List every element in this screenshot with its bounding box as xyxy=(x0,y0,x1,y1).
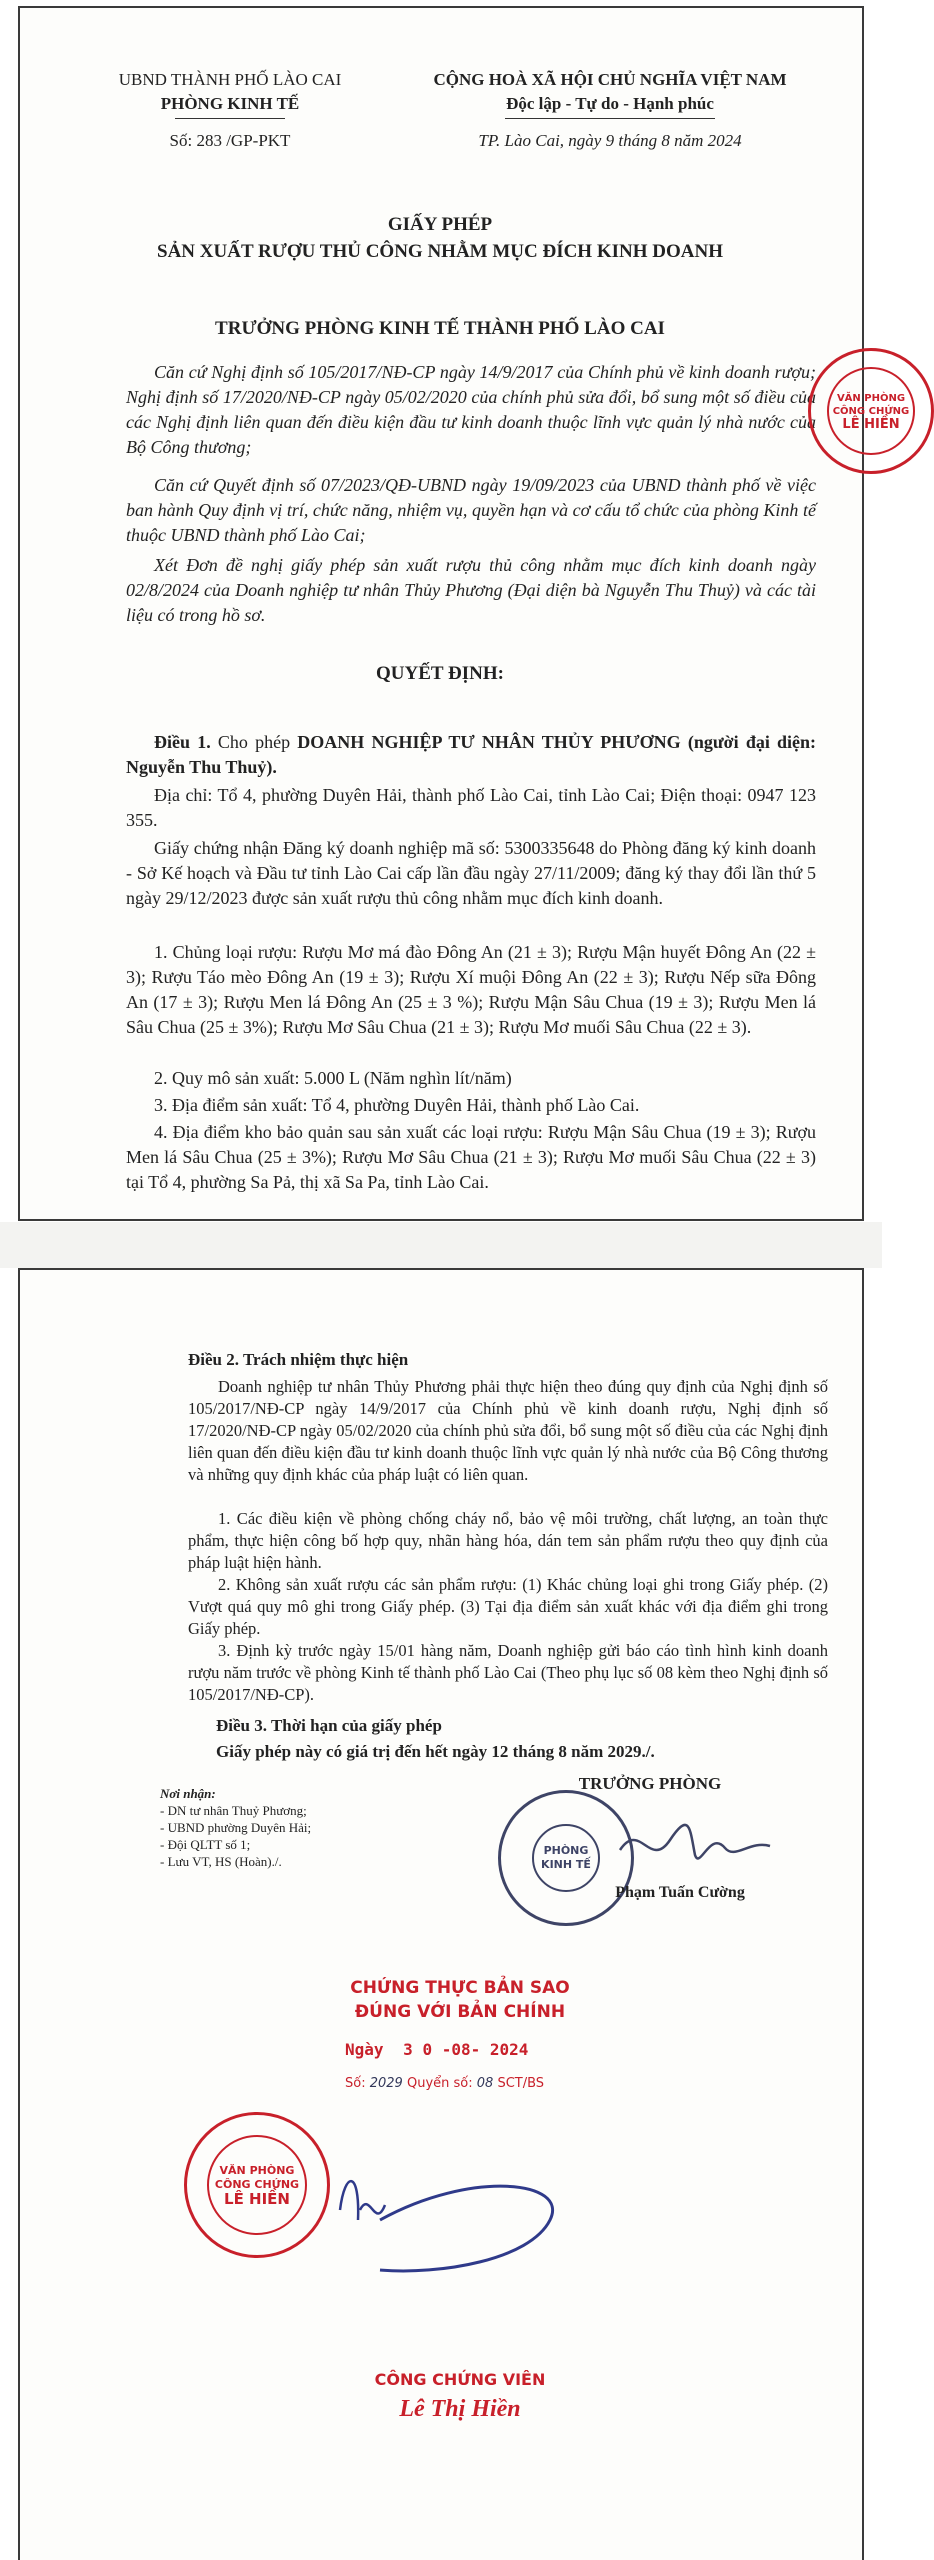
seal-center-line: LÊ HIỀN xyxy=(224,2190,290,2208)
certification-date-label: Ngày xyxy=(345,2040,384,2059)
seal-center-line: CÔNG CHỨNG xyxy=(214,2178,300,2191)
notary-signature xyxy=(320,2150,620,2300)
page-gap xyxy=(0,1222,882,1268)
article-2-general: Doanh nghiệp tư nhân Thủy Phương phải thực hiện theo đúng quy định của Nghị định số 105/2017/NĐ-CP ngày 14/9/2017 của Chính phủ về kinh doanh rượu, Nghị định số 17/2020/NĐ-CP ngày 05/02/2020 của chính phủ sửa đổi, bổ sung một số điều của các Nghị định liên quan đến điều kiện đầu tư kinh doanh thuộc lĩnh vực quản lý nhà nước của Bộ Công thương và những quy định khác của pháp luật có liên quan. xyxy=(188,1377,828,1484)
permit-validity: Giấy phép này có giá trị đến hết ngày 12 tháng 8 năm 2029./. xyxy=(216,1742,655,1761)
company-name: DOANH NGHIỆP TƯ NHÂN THỦY PHƯƠNG xyxy=(297,732,681,752)
permit-item-scale: 2. Quy mô sản xuất: 5.000 L (Năm nghìn lít/năm) xyxy=(154,1068,512,1088)
permit-item-liquor-types: 1. Chủng loại rượu: Rượu Mơ má đào Đông An (21 ± 3); Rượu Mận huyết Đông An (22 ± 3); Rượu Táo mèo Đông An (19 ± 3); Rượu Xí muội Đông An (22 ± 3); Rượu Nếp sữa Đông An (17 ± 3); Rượu Men lá Đông An (25 ± 3 %); Rượu Mận Sâu Chua (19 ± 3); Rượu Men lá Sâu Chua (25 ± 3%); Rượu Mơ Sâu Chua (21 ± 3); Rượu Mơ muối Sâu Chua (22 ± 3). xyxy=(126,942,816,1037)
recipients-block xyxy=(160,1785,420,1870)
certification-line-1: CHỨNG THỰC BẢN SAO xyxy=(350,1978,570,1998)
article-1-opening xyxy=(126,730,816,780)
notary-title: CÔNG CHỨNG VIÊN xyxy=(374,2370,546,2389)
nation-title: CỘNG HOÀ XÃ HỘI CHỦ NGHĨA VIỆT NAM xyxy=(433,70,787,89)
issuing-agency-block xyxy=(80,68,380,153)
parent-agency: UBND THÀNH PHỐ LÀO CAI xyxy=(118,70,342,89)
business-registration: Giấy chứng nhận Đăng ký doanh nghiệp mã số: 5300335648 do Phòng đăng ký kinh doanh - Sở Kế hoạch và Đầu tư tỉnh Lào Cai cấp lần đầu ngày 27/11/2009; đăng ký thay đổi lần thứ 5 ngày 29/12/2023 được sản xuất rượu thủ công nhằm mục đích kinh doanh. xyxy=(126,838,816,908)
company-address: Địa chỉ: Tổ 4, phường Duyên Hải, thành phố Lào Cai, tỉnh Lào Cai; Điện thoại: 0947 123 355. xyxy=(126,785,816,830)
document-page-2 xyxy=(18,1268,864,2560)
article-3-heading: Điều 3. Thời hạn của giấy phép xyxy=(216,1716,442,1735)
certification-date-value: 3 0 -08- 2024 xyxy=(403,2040,529,2059)
company-representative: (người đại diện: Nguyễn Thu Thuỷ). xyxy=(126,732,817,777)
recipient-item: - Lưu VT, HS (Hoàn)./. xyxy=(160,1854,282,1869)
certification-book-value: 08 xyxy=(476,2076,494,2091)
certification-date xyxy=(345,2040,695,2059)
motto-underline xyxy=(505,118,715,119)
seal-center-line: VĂN PHÒNG xyxy=(219,2164,295,2177)
signer-title: TRƯỞNG PHÒNG xyxy=(578,1774,722,1793)
article-2-item-3: 3. Định kỳ trước ngày 15/01 hàng năm, Doanh nghiệp gửi báo cáo tình hình kinh doanh rượu năm trước về phòng Kinh tế thành phố Lào Cai (Theo phụ lục số 08 kèm theo Nghị định số 105/2017/NĐ-CP). xyxy=(188,1641,828,1704)
national-header-block xyxy=(390,68,830,153)
document-page-1 xyxy=(18,6,910,1221)
seal-center-line: PHÒNG xyxy=(543,1844,589,1857)
agency-underline xyxy=(175,118,285,119)
seal-center-line: VĂN PHÒNG xyxy=(836,392,906,404)
recipient-item: - UBND phường Duyên Hải; xyxy=(160,1820,312,1835)
national-motto: Độc lập - Tự do - Hạnh phúc xyxy=(506,94,714,113)
document-number: Số: 283 /GP-PKT xyxy=(169,131,291,150)
certification-number-value: 2029 xyxy=(369,2076,403,2091)
article-2-item-2: 2. Không sản xuất rượu các sản phẩm rượu: (1) Khác chủng loại ghi trong Giấy phép. (2) Vượt quá quy mô ghi trong Giấy phép. (3) Tại địa điểm sản xuất khác với địa điểm ghi trong Giấy phép. xyxy=(188,1575,828,1638)
notary-seal-partial xyxy=(808,348,934,474)
certification-number xyxy=(345,2076,725,2091)
seal-center-line: CÔNG CHỨNG xyxy=(832,405,910,417)
certification-book-label: Quyển số: xyxy=(406,2076,473,2091)
article-2-item-1: 1. Các điều kiện về phòng chống cháy nổ, bảo vệ môi trường, chất lượng, an toàn thực phẩm, thực hiện công bố hợp quy, nhãn hàng hóa, dán tem sản phẩm rượu theo quy định của pháp luật hiện hành. xyxy=(188,1509,828,1572)
agency-name: PHÒNG KINH TẾ xyxy=(160,94,300,113)
permit-item-storage-site: 4. Địa điểm kho bảo quản sau sản xuất các loại rượu: Rượu Mận Sâu Chua (19 ± 3); Rượu Men lá Sâu Chua (25 ± 3%); Rượu Mơ Sâu Chua (21 ± 3); Rượu Mơ muối Sâu Chua (22 ± 3) tại Tổ 4, phường Sa Pả, thị xã Sa Pa, tỉnh Lào Cai. xyxy=(126,1122,816,1192)
recipient-item: - Đội QLTT số 1; xyxy=(160,1837,251,1852)
preamble-legal-basis-1: Căn cứ Nghị định số 105/2017/NĐ-CP ngày 14/9/2017 của Chính phủ về kinh doanh rượu; Nghị định số 17/2020/NĐ-CP ngày 05/02/2020 của chính phủ sửa đổi, bổ sung một số điều của các Nghị định liên quan đến điều kiện đầu tư kinh doanh thuộc lĩnh vực quản lý nhà nước của Bộ Công thương; xyxy=(126,362,816,457)
preamble-legal-basis-2: Căn cứ Quyết định số 07/2023/QĐ-UBND ngày 19/09/2023 của UBND thành phố về việc ban hành Quy định vị trí, chức năng, nhiệm vụ, quyền hạn và cơ cấu tổ chức của phòng Kinh tế thuộc UBND thành phố Lào Cai; xyxy=(126,475,816,545)
document-title xyxy=(60,211,820,265)
certification-line-2: ĐÚNG VỚI BẢN CHÍNH xyxy=(354,2002,566,2022)
permit-item-production-site: 3. Địa điểm sản xuất: Tổ 4, phường Duyên Hải, thành phố Lào Cai. xyxy=(154,1095,640,1115)
article-2-heading: Điều 2. Trách nhiệm thực hiện xyxy=(188,1350,409,1369)
decision-heading: QUYẾT ĐỊNH: xyxy=(376,663,504,684)
notary-name: Lê Thị Hiền xyxy=(399,2396,521,2422)
title-line-2: SẢN XUẤT RƯỢU THỦ CÔNG NHẰM MỤC ĐÍCH KINH DOANH xyxy=(157,241,723,262)
title-line-1: GIẤY PHÉP xyxy=(387,214,493,235)
signer-signature xyxy=(610,1810,780,1880)
certified-copy-stamp xyxy=(270,1976,650,2024)
seal-center-line: LÊ HIỀN xyxy=(842,416,900,432)
place-date: TP. Lào Cai, ngày 9 tháng 8 năm 2024 xyxy=(478,131,742,150)
preamble-application: Xét Đơn đề nghị giấy phép sản xuất rượu thủ công nhằm mục đích kinh doanh ngày 02/8/2024 của Doanh nghiệp tư nhân Thủy Phương (Đại diện bà Nguyễn Thu Thuỷ) và các tài liệu có trong hồ sơ. xyxy=(126,555,816,625)
article-1-label: Điều 1. xyxy=(154,732,211,752)
certification-book-suffix: SCT/BS xyxy=(497,2076,545,2091)
article-1-intro: Cho phép xyxy=(210,732,298,752)
notary-seal xyxy=(184,2112,330,2258)
certification-number-label: Số: xyxy=(345,2076,366,2091)
recipient-item: - DN tư nhân Thuỷ Phương; xyxy=(160,1803,307,1818)
issuing-authority: TRƯỞNG PHÒNG KINH TẾ THÀNH PHỐ LÀO CAI xyxy=(215,318,665,339)
recipients-heading: Nơi nhận: xyxy=(160,1786,216,1801)
seal-center-line: KINH TẾ xyxy=(541,1858,591,1871)
signer-name: Phạm Tuấn Cường xyxy=(615,1884,745,1901)
